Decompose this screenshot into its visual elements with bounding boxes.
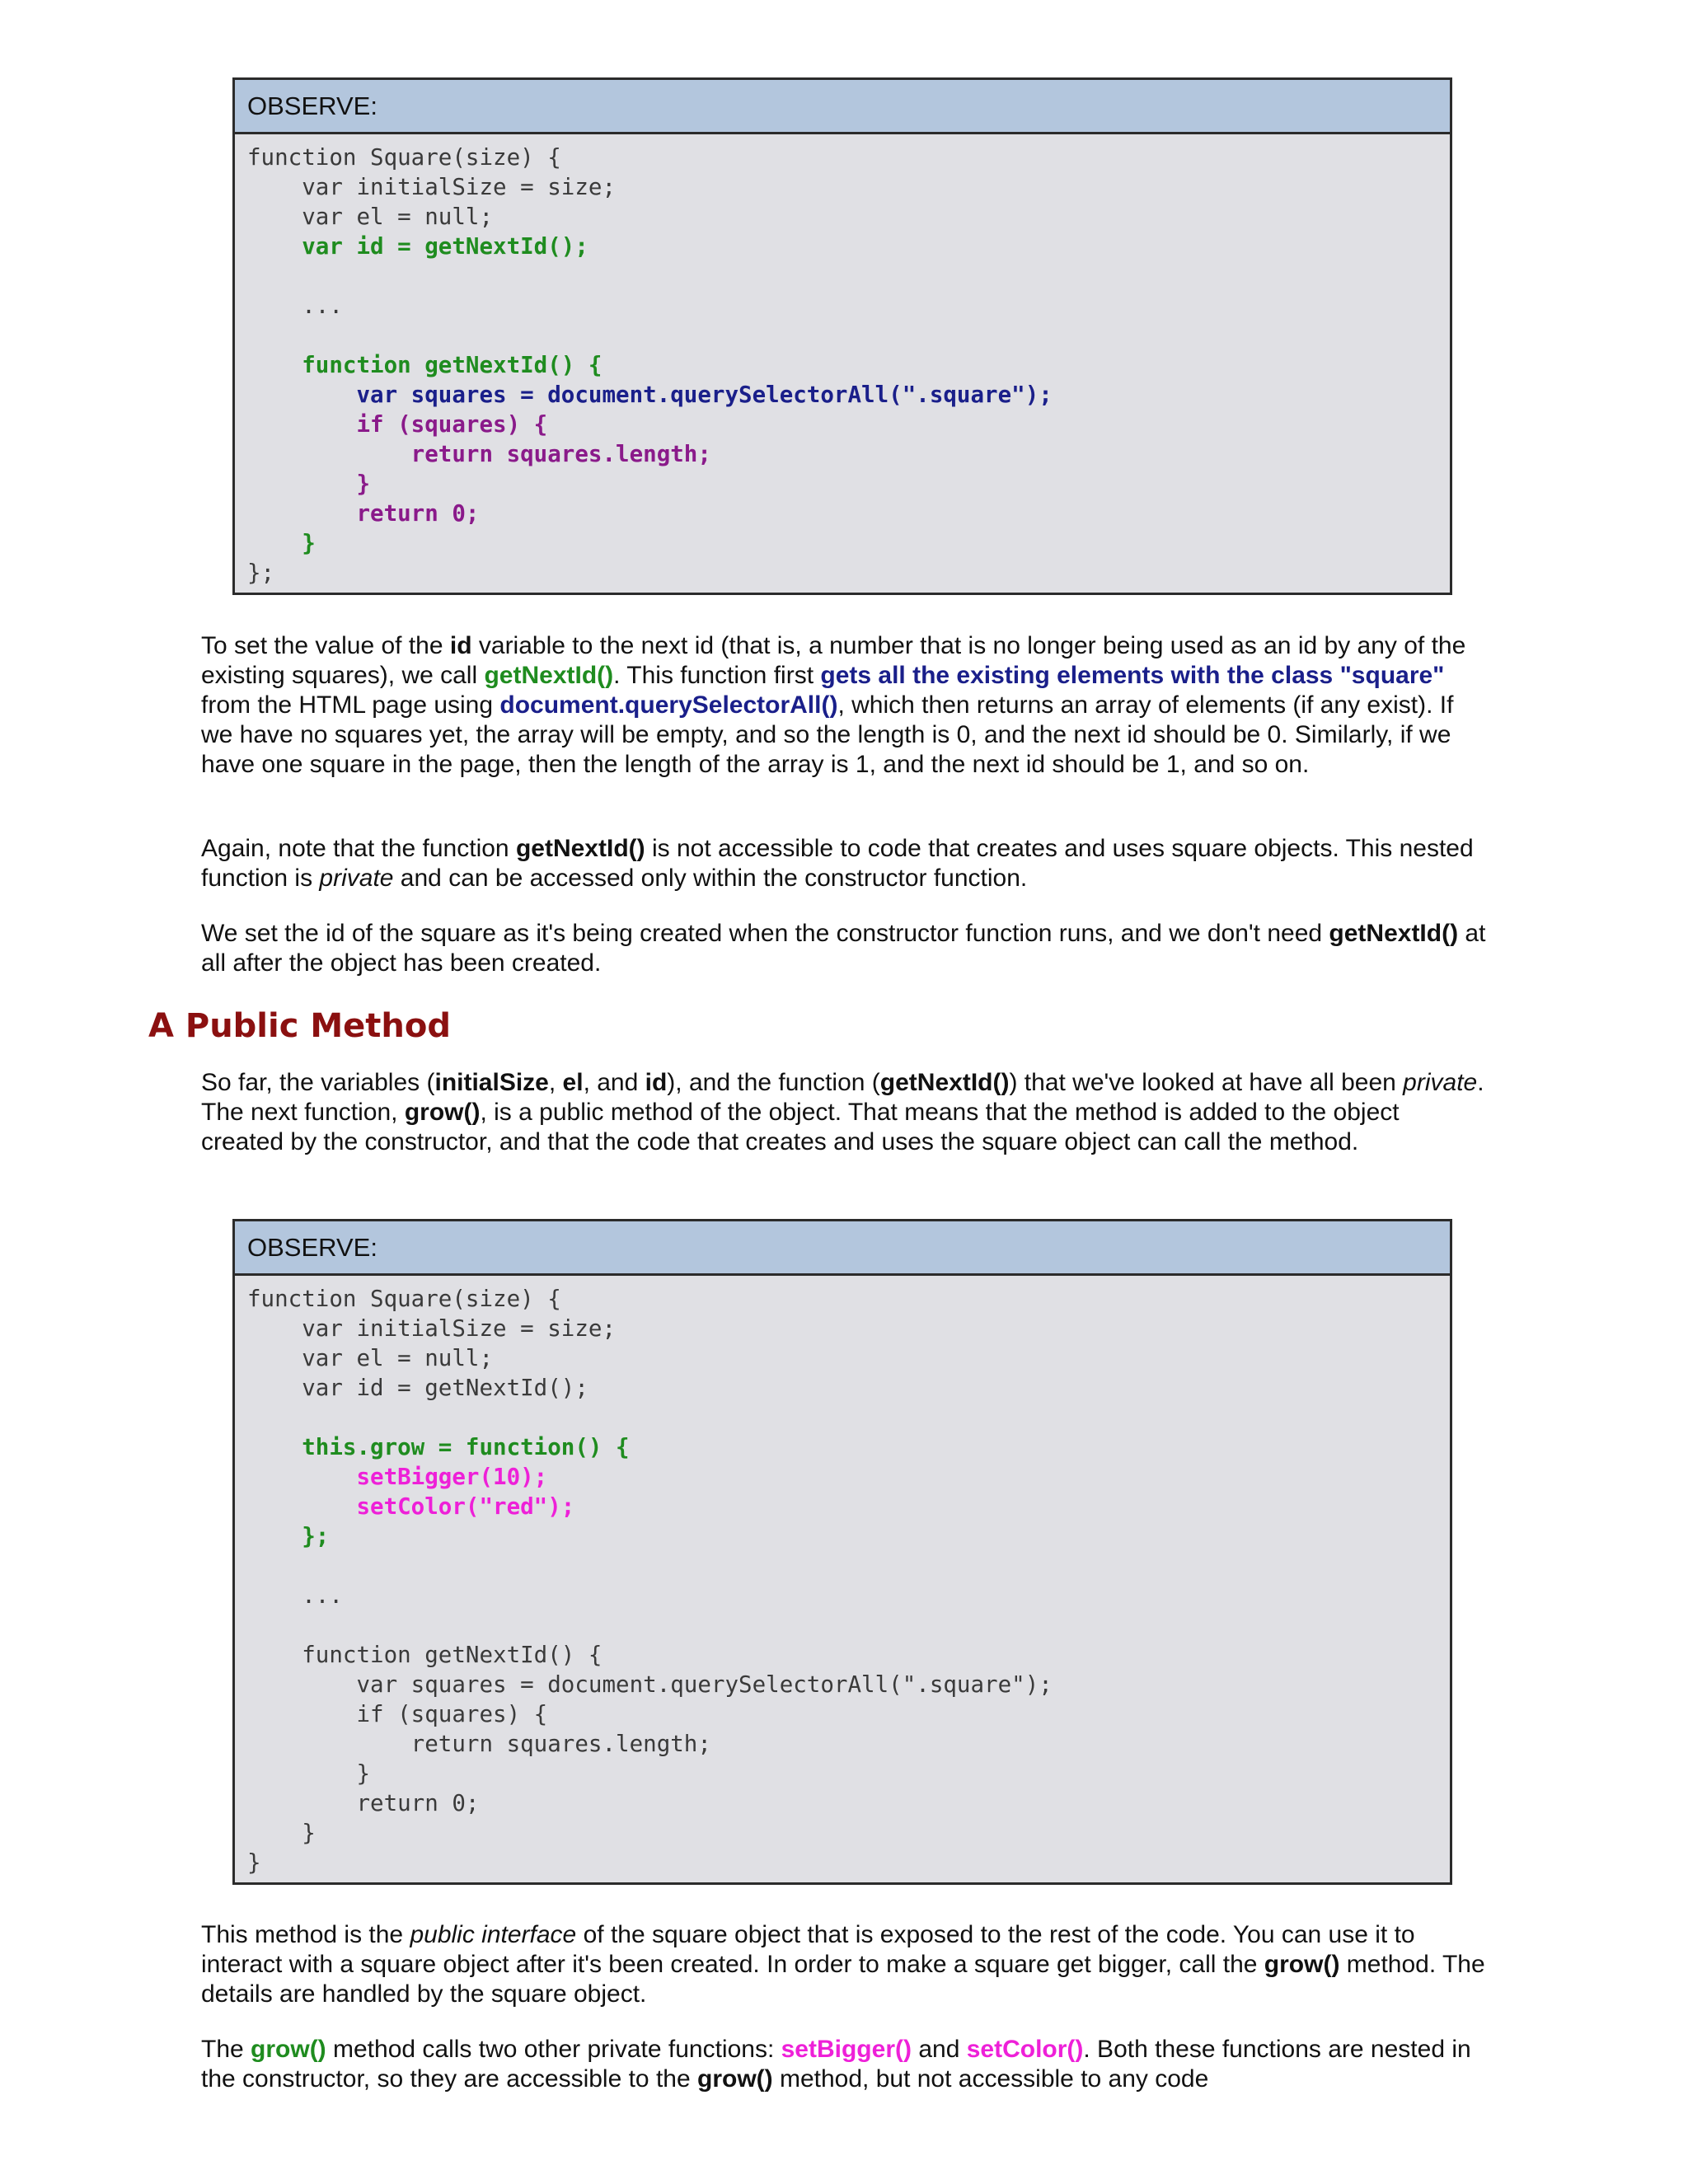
text: . The next function, xyxy=(201,1069,1484,1126)
text: is not accessible to code that creates and uses square objects. This nested function is xyxy=(201,835,1474,892)
text: at all after the object has been created. xyxy=(201,920,1486,977)
code-line xyxy=(247,321,1437,350)
text: ) that we've looked at have all been xyxy=(1009,1069,1404,1096)
code-line-highlight: setBigger(10); xyxy=(247,1464,548,1490)
code-line-highlight: } xyxy=(247,471,371,497)
text: and can be accessed only within the constructor function. xyxy=(393,865,1028,892)
text: method, but not accessible to any code xyxy=(772,2065,1209,2093)
code-term-magenta: setBigger() xyxy=(781,2036,912,2063)
code-line: ... xyxy=(247,293,343,319)
code-line: } xyxy=(247,1820,316,1846)
code-line: return 0; xyxy=(247,1790,480,1816)
code-term: id xyxy=(449,632,472,659)
code-line-highlight: this.grow = function() { xyxy=(247,1434,630,1460)
code-line: }; xyxy=(247,560,275,586)
italic-term: public interface xyxy=(410,1921,577,1948)
code-line xyxy=(247,1551,1437,1581)
code-line-highlight: var id = getNextId(); xyxy=(247,233,588,260)
text: from the HTML page using xyxy=(201,691,500,719)
paragraph-4 xyxy=(201,1068,1487,1157)
code-term: el xyxy=(562,1069,584,1096)
code-line: function getNextId() { xyxy=(247,1642,603,1668)
code-line-highlight: function getNextId() { xyxy=(247,352,603,378)
code-term-green: getNextId() xyxy=(484,662,614,689)
text: , and xyxy=(583,1069,645,1096)
code-line: var el = null; xyxy=(247,204,494,230)
code-term-green: grow() xyxy=(251,2036,326,2063)
text: This method is the xyxy=(201,1921,410,1948)
italic-term: private xyxy=(1403,1069,1478,1096)
code-line: var id = getNextId(); xyxy=(247,1375,588,1401)
code-term: getNextId() xyxy=(1329,920,1459,947)
observe-box-1 xyxy=(232,77,1452,595)
text: and xyxy=(911,2036,967,2063)
text: To set the value of the xyxy=(201,632,450,659)
text: . This function first xyxy=(613,662,821,689)
text: The xyxy=(201,2036,251,2063)
code-line: } xyxy=(247,1849,261,1876)
code-term: getNextId() xyxy=(515,835,645,862)
text: method calls two other private functions: xyxy=(326,2036,781,2063)
text: , which then returns an array of elements (if any exist). If we have no squares yet, the array will be empty, and so the length is 0, and the next id should be 0. Similarly, if we have one square in the page, then the length of the array is 1, and the next id should be 1, and so on. xyxy=(201,691,1454,778)
code-term-magenta: setColor() xyxy=(966,2036,1084,2063)
code-line-highlight: setColor("red"); xyxy=(247,1493,575,1520)
code-block-2 xyxy=(235,1276,1450,1882)
code-line: return squares.length; xyxy=(247,1731,711,1757)
text: , xyxy=(548,1069,563,1096)
code-line-highlight: var squares = document.querySelectorAll(".square"); xyxy=(247,382,1053,408)
paragraph-2 xyxy=(201,834,1487,893)
text: Again, note that the function xyxy=(201,835,516,862)
code-line-highlight: return 0; xyxy=(247,500,480,527)
observe-box-2 xyxy=(232,1219,1452,1885)
code-line: var squares = document.querySelectorAll(".square"); xyxy=(247,1671,1053,1698)
code-line: ... xyxy=(247,1582,343,1609)
code-term: getNextId() xyxy=(879,1069,1010,1096)
code-line-highlight: if (squares) { xyxy=(247,411,548,438)
text: variable to the next id (that is, a number that is no longer being used as an id by any of the existing squares), we call xyxy=(201,632,1466,689)
paragraph-6 xyxy=(201,2035,1487,2094)
code-line: var initialSize = size; xyxy=(247,1315,617,1342)
code-line: function Square(size) { xyxy=(247,1286,561,1312)
text: We set the id of the square as it's being created when the constructor function runs, and we don't need xyxy=(201,920,1329,947)
code-line xyxy=(247,261,1437,291)
code-term-blue: document.querySelectorAll() xyxy=(499,691,838,719)
observe-header: OBSERVE: xyxy=(235,80,1450,134)
code-term: initialSize xyxy=(434,1069,549,1096)
text: ), and the function ( xyxy=(667,1069,880,1096)
section-heading: A Public Method xyxy=(148,1007,452,1045)
code-line-highlight: }; xyxy=(247,1523,330,1549)
code-term: grow() xyxy=(404,1099,481,1126)
code-line-highlight: return squares.length; xyxy=(247,441,711,467)
code-term: grow() xyxy=(1264,1951,1340,1978)
observe-header: OBSERVE: xyxy=(235,1221,1450,1276)
text: , is a public method of the object. That means that the method is added to the object created by the constructor, and that the code that creates and uses the square object can call the method. xyxy=(201,1099,1400,1155)
code-term: id xyxy=(645,1069,668,1096)
code-line xyxy=(247,1403,1437,1432)
code-line xyxy=(247,1610,1437,1640)
text: method. The details are handled by the square object. xyxy=(201,1951,1485,2008)
paragraph-3 xyxy=(201,919,1487,978)
code-line: if (squares) { xyxy=(247,1701,548,1727)
code-term: grow() xyxy=(697,2065,773,2093)
code-block-1 xyxy=(235,134,1450,593)
code-line: var initialSize = size; xyxy=(247,174,617,200)
text: of the square object that is exposed to the rest of the code. You can use it to interact with a square object after it's been created. In order to make a square get bigger, call the xyxy=(201,1921,1415,1978)
code-line: } xyxy=(247,1760,371,1787)
italic-term: private xyxy=(319,865,394,892)
text: So far, the variables ( xyxy=(201,1069,435,1096)
code-line: var el = null; xyxy=(247,1345,494,1371)
paragraph-5 xyxy=(201,1920,1487,2009)
code-line-highlight: } xyxy=(247,530,316,556)
emphasis-blue: gets all the existing elements with the class "square" xyxy=(820,662,1445,689)
paragraph-1 xyxy=(201,631,1487,780)
text: . Both these functions are nested in the constructor, so they are accessible to the xyxy=(201,2036,1471,2093)
code-line: function Square(size) { xyxy=(247,144,561,171)
